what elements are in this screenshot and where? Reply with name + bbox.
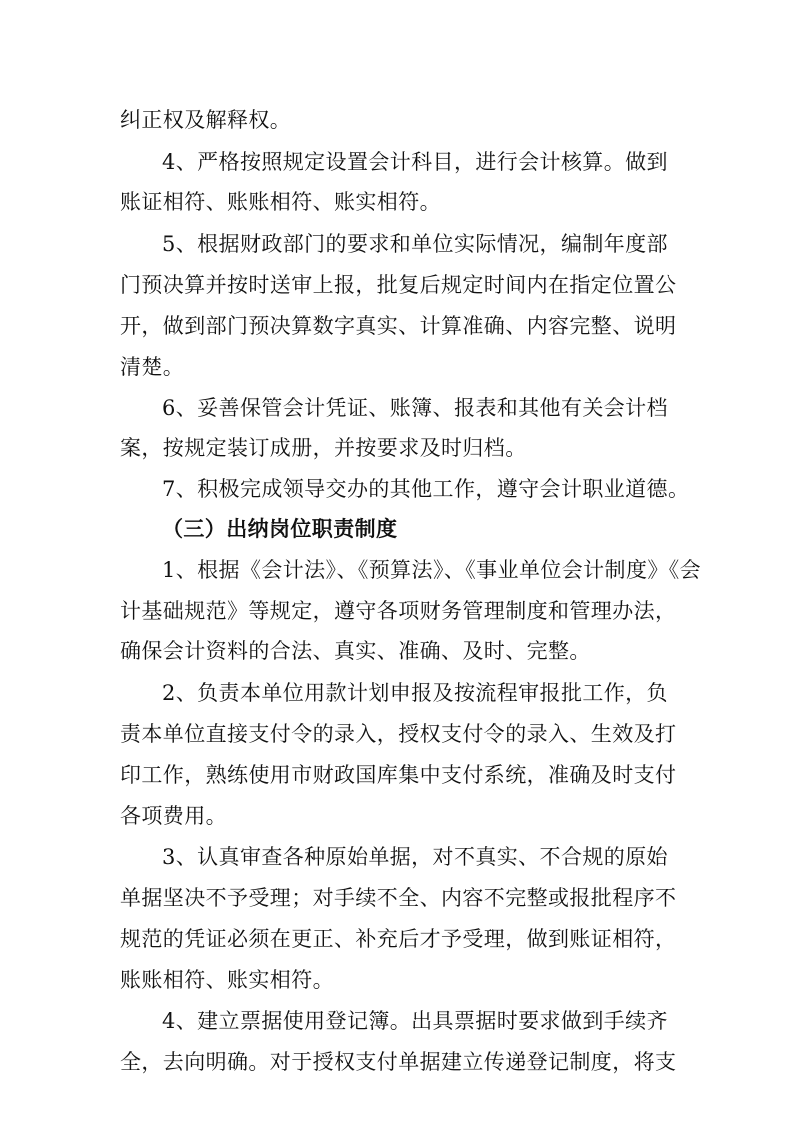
section-heading: （三）出纳岗位职责制度 <box>162 517 398 541</box>
text-line: 账账相符、账实相符。 <box>120 968 334 992</box>
text-line: 4、建立票据使用登记簿。出具票据时要求做到手续齐 <box>162 1009 668 1033</box>
text-line: 印工作，熟练使用市财政国库集中支付系统，准确及时支付 <box>120 763 677 787</box>
text-line: 6、妥善保管会计凭证、账簿、报表和其他有关会计档 <box>162 396 668 420</box>
text-line: 各项费用。 <box>120 804 227 828</box>
text-line: 全，去向明确。对于授权支付单据建立传递登记制度，将支 <box>120 1050 677 1074</box>
text-line: 单据坚决不予受理；对手续不全、内容不完整或报批程序不 <box>120 886 677 910</box>
text-line: 2、负责本单位用款计划申报及按流程审报批工作，负 <box>162 681 668 705</box>
text-line: 3、认真审查各种原始单据，对不真实、不合规的原始 <box>162 845 668 869</box>
text-line: 1、根据《会计法》、《预算法》、《事业单位会计制度》《会 <box>162 558 702 582</box>
text-line: 开，做到部门预决算数字真实、计算准确、内容完整、说明 <box>120 314 677 338</box>
text-line: 责本单位直接支付令的录入，授权支付令的录入、生效及打 <box>120 722 677 746</box>
text-line: 门预决算并按时送审上报，批复后规定时间内在指定位置公 <box>120 273 677 297</box>
text-line: 5、根据财政部门的要求和单位实际情况，编制年度部 <box>162 232 668 256</box>
text-line: 账证相符、账账相符、账实相符。 <box>120 190 441 214</box>
text-line: 4、严格按照规定设置会计科目，进行会计核算。做到 <box>162 150 668 174</box>
text-line: 确保会计资料的合法、真实、准确、及时、完整。 <box>120 639 591 663</box>
text-line: 纠正权及解释权。 <box>120 108 292 132</box>
text-line: 清楚。 <box>120 355 185 379</box>
text-line: 7、积极完成领导交办的其他工作，遵守会计职业道德。 <box>162 477 690 501</box>
text-line: 计基础规范》等规定，遵守各项财务管理制度和管理办法， <box>120 599 677 623</box>
text-line: 规范的凭证必须在更正、补充后才予受理，做到账证相符， <box>120 927 677 951</box>
text-line: 案，按规定装订成册，并按要求及时归档。 <box>120 436 527 460</box>
